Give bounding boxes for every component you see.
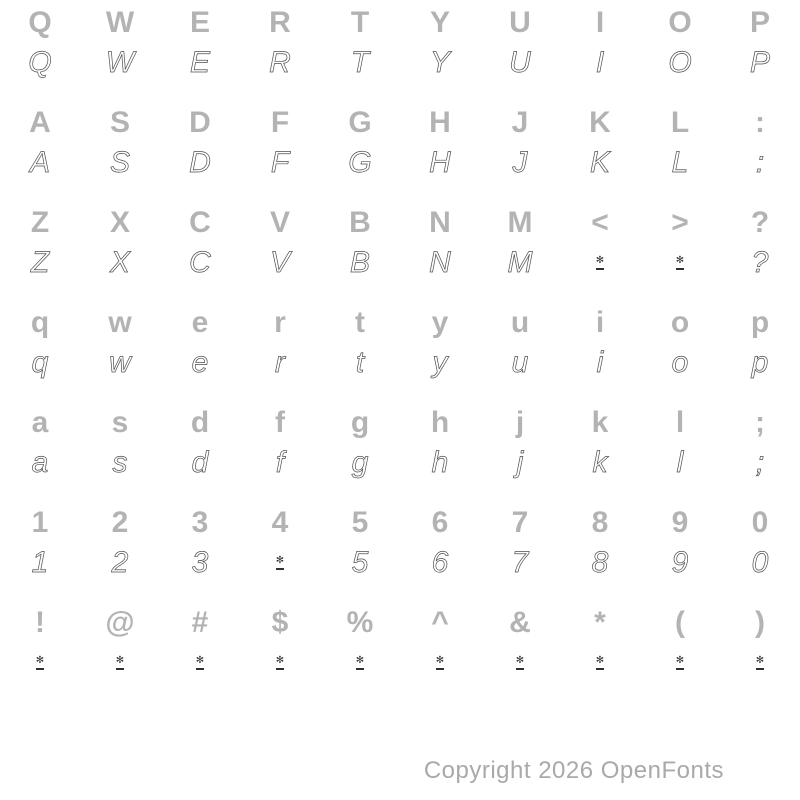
glyph-cell: 2: [111, 546, 129, 579]
specimen-thin-row: [0, 644, 800, 700]
missing-glyph-mark: ✻: [160, 644, 240, 700]
glyph-cell: S: [109, 146, 130, 179]
glyph-cell: d: [191, 446, 209, 479]
glyph-cell: I: [595, 6, 605, 39]
glyph-cell: 7: [511, 506, 529, 539]
glyph-cell: q: [31, 346, 49, 379]
missing-glyph-mark: ✻: [480, 644, 560, 700]
glyph-cell: s: [112, 446, 128, 479]
glyph-cell: u: [510, 306, 530, 339]
glyph-cell: g: [351, 446, 369, 479]
glyph-cell: 3: [191, 546, 209, 579]
specimen-thin-row: [0, 544, 800, 600]
glyph-cell: l: [676, 446, 684, 479]
glyph-cell: y: [432, 346, 448, 379]
glyph-cell: L: [671, 146, 689, 179]
glyph-cell: Y: [429, 46, 450, 79]
glyph-cell: A: [29, 106, 51, 139]
glyph-cell: i: [595, 306, 605, 339]
glyph-cell: R: [269, 6, 291, 39]
glyph-cell: 1: [31, 506, 49, 539]
glyph-cell: W: [105, 46, 135, 79]
glyph-cell: (: [675, 606, 685, 639]
glyph-cell: p: [751, 346, 769, 379]
glyph-cell: Q: [28, 46, 52, 79]
glyph-cell: G: [348, 106, 372, 139]
glyph-cell: 5: [351, 546, 369, 579]
glyph-cell: 3: [191, 506, 209, 539]
glyph-cell: 9: [671, 506, 689, 539]
glyph-cell: I: [595, 46, 605, 79]
glyph-row-pair: [0, 200, 800, 300]
glyph-cell: k: [591, 406, 609, 439]
glyph-cell: k: [592, 446, 608, 479]
glyph-cell: 0: [751, 546, 769, 579]
glyph-cell: O: [668, 6, 692, 39]
glyph-cell: P: [749, 6, 770, 39]
glyph-cell: h: [431, 446, 449, 479]
glyph-cell: e: [191, 346, 209, 379]
glyph-cell: f: [275, 406, 285, 439]
glyph-cell: !: [35, 606, 45, 639]
glyph-cell: S: [109, 106, 130, 139]
glyph-cell: s: [111, 406, 129, 439]
specimen-display-row: [0, 500, 800, 544]
missing-glyph-mark: ✻: [560, 644, 640, 700]
glyph-cell: B: [349, 206, 371, 239]
glyph-cell: T: [350, 46, 370, 79]
missing-glyph-mark: ✻: [320, 644, 400, 700]
glyph-cell: r: [274, 306, 286, 339]
glyph-cell: a: [31, 446, 49, 479]
glyph-cell: K: [589, 106, 611, 139]
glyph-row-pair: [0, 600, 800, 700]
glyph-cell: *: [594, 606, 606, 639]
glyph-cell: 5: [351, 506, 369, 539]
glyph-cell: 1: [31, 546, 49, 579]
glyph-cell: C: [189, 206, 211, 239]
specimen-thin-row: [0, 344, 800, 400]
missing-glyph-mark: ✻: [560, 244, 640, 300]
glyph-cell: O: [668, 46, 692, 79]
glyph-cell: K: [589, 146, 610, 179]
missing-glyph-mark: ✻: [240, 644, 320, 700]
glyph-cell: q: [30, 306, 50, 339]
glyph-row-pair: [0, 0, 800, 100]
specimen-thin-row: [0, 44, 800, 100]
glyph-cell: ^: [431, 606, 449, 639]
glyph-cell: ?: [751, 246, 769, 279]
glyph-cell: F: [270, 106, 290, 139]
specimen-thin-row: [0, 244, 800, 300]
glyph-cell: u: [511, 346, 529, 379]
missing-glyph-mark: ✻: [80, 644, 160, 700]
glyph-cell: U: [509, 46, 531, 79]
glyph-cell: #: [191, 606, 209, 639]
glyph-cell: W: [105, 6, 135, 39]
glyph-cell: p: [750, 306, 770, 339]
glyph-cell: ?: [750, 206, 770, 239]
glyph-cell: C: [189, 246, 211, 279]
glyph-cell: ;: [755, 446, 765, 479]
glyph-cell: E: [189, 46, 210, 79]
glyph-cell: V: [269, 246, 290, 279]
copyright-text: Copyright 2026 OpenFonts: [423, 757, 724, 784]
glyph-cell: 4: [271, 506, 289, 539]
glyph-cell: :: [755, 106, 765, 139]
glyph-cell: d: [190, 406, 210, 439]
glyph-cell: e: [191, 306, 209, 339]
glyph-cell: P: [749, 46, 770, 79]
glyph-cell: 8: [591, 546, 609, 579]
glyph-cell: 2: [111, 506, 129, 539]
glyph-cell: w: [109, 346, 131, 379]
glyph-cell: 0: [751, 506, 769, 539]
specimen-display-row: [0, 200, 800, 244]
glyph-cell: :: [755, 146, 765, 179]
specimen-display-row: [0, 600, 800, 644]
glyph-cell: A: [29, 146, 50, 179]
glyph-cell: B: [349, 246, 370, 279]
glyph-cell: Z: [30, 246, 50, 279]
glyph-cell: J: [511, 106, 529, 139]
specimen-display-row: [0, 400, 800, 444]
glyph-cell: N: [429, 206, 451, 239]
glyph-cell: %: [346, 606, 374, 639]
glyph-cell: 6: [431, 546, 449, 579]
glyph-row-pair: [0, 400, 800, 500]
glyph-cell: H: [429, 146, 451, 179]
glyph-cell: t: [355, 306, 365, 339]
missing-glyph-mark: ✻: [0, 644, 80, 700]
glyph-row-pair: [0, 100, 800, 200]
glyph-cell: <: [591, 206, 609, 239]
glyph-cell: R: [269, 46, 291, 79]
glyph-cell: T: [350, 6, 370, 39]
glyph-cell: D: [189, 106, 211, 139]
glyph-cell: o: [670, 306, 690, 339]
glyph-cell: M: [507, 246, 533, 279]
glyph-cell: t: [355, 346, 365, 379]
glyph-cell: L: [670, 106, 690, 139]
glyph-cell: 9: [671, 546, 689, 579]
glyph-cell: i: [596, 346, 604, 379]
glyph-cell: F: [270, 146, 290, 179]
glyph-cell: l: [675, 406, 685, 439]
glyph-cell: V: [269, 206, 290, 239]
glyph-cell: j: [515, 406, 525, 439]
glyph-cell: G: [348, 146, 372, 179]
glyph-cell: U: [509, 6, 531, 39]
glyph-cell: H: [429, 106, 451, 139]
glyph-cell: f: [275, 446, 285, 479]
glyph-cell: j: [516, 446, 524, 479]
glyph-cell: 7: [511, 546, 529, 579]
glyph-cell: @: [105, 606, 135, 639]
glyph-cell: Y: [429, 6, 450, 39]
glyph-cell: h: [430, 406, 450, 439]
glyph-cell: &: [509, 606, 531, 639]
missing-glyph-mark: ✻: [720, 644, 800, 700]
glyph-cell: N: [429, 246, 451, 279]
specimen-thin-row: [0, 144, 800, 200]
glyph-cell: Q: [28, 6, 52, 39]
specimen-display-row: [0, 0, 800, 44]
glyph-cell: $: [271, 606, 289, 639]
missing-glyph-mark: ✻: [400, 644, 480, 700]
missing-glyph-mark: ✻: [640, 644, 720, 700]
glyph-cell: >: [671, 206, 689, 239]
glyph-cell: 8: [591, 506, 609, 539]
glyph-cell: r: [275, 346, 285, 379]
missing-glyph-mark: ✻: [640, 244, 720, 300]
glyph-cell: y: [431, 306, 449, 339]
glyph-cell: J: [512, 146, 528, 179]
glyph-cell: g: [350, 406, 370, 439]
glyph-cell: ): [755, 606, 765, 639]
glyph-cell: 6: [431, 506, 449, 539]
glyph-cell: E: [189, 6, 210, 39]
specimen-thin-row: [0, 444, 800, 500]
glyph-cell: D: [189, 146, 211, 179]
glyph-cell: o: [671, 346, 689, 379]
glyph-cell: X: [109, 206, 130, 239]
glyph-row-pair: [0, 500, 800, 600]
glyph-cell: a: [31, 406, 49, 439]
specimen-display-row: [0, 100, 800, 144]
specimen-display-row: [0, 300, 800, 344]
missing-glyph-mark: ✻: [240, 544, 320, 600]
glyph-cell: Z: [30, 206, 50, 239]
glyph-cell: w: [108, 306, 132, 339]
glyph-cell: ;: [755, 406, 765, 439]
glyph-cell: X: [109, 246, 130, 279]
glyph-row-pair: [0, 300, 800, 400]
glyph-cell: M: [507, 206, 533, 239]
